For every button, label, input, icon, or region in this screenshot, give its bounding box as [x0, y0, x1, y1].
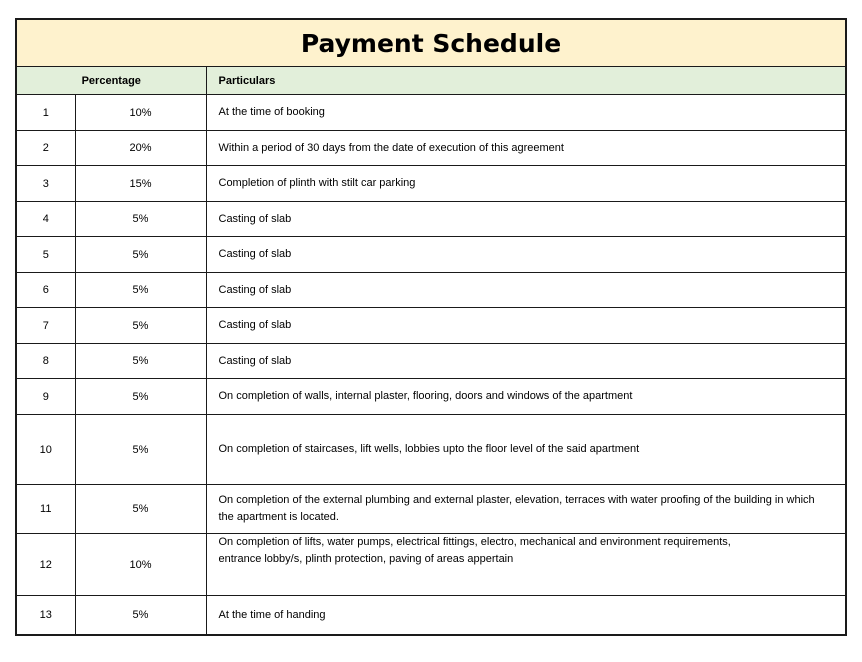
- table-row: [17, 485, 845, 534]
- row-percentage: 20%: [75, 131, 206, 166]
- row-particulars: On completion of staircases, lift wells, lobbies upto the floor level of the said apartment: [206, 415, 845, 485]
- row-particulars: On completion of the external plumbing and external plaster, elevation, terraces with water proofing of the building in which the apartment is located.: [206, 485, 845, 534]
- row-particulars: Within a period of 30 days from the date of execution of this agreement: [206, 131, 845, 166]
- row-percentage: 10%: [75, 534, 206, 596]
- row-particulars: Casting of slab: [206, 273, 845, 308]
- table-row: [17, 95, 845, 131]
- page-title: Payment Schedule: [17, 20, 845, 67]
- row-percentage: 5%: [75, 273, 206, 308]
- row-particulars: Completion of plinth with stilt car parking: [206, 166, 845, 202]
- table-row: [17, 534, 845, 596]
- row-particulars: On completion of walls, internal plaster, flooring, doors and windows of the apartment: [206, 379, 845, 415]
- row-number: 10: [17, 415, 75, 485]
- table-row: [17, 131, 845, 166]
- row-number: 3: [17, 166, 75, 202]
- row-number: 6: [17, 273, 75, 308]
- row-percentage: 15%: [75, 166, 206, 202]
- row-percentage: 5%: [75, 379, 206, 415]
- row-percentage: 5%: [75, 485, 206, 534]
- row-percentage: 5%: [75, 308, 206, 344]
- table-row: [17, 237, 845, 273]
- row-number: 9: [17, 379, 75, 415]
- header-percentage: Percentage: [17, 67, 206, 95]
- row-particulars: At the time of handing: [206, 596, 845, 635]
- row-number: 2: [17, 131, 75, 166]
- row-percentage: 10%: [75, 95, 206, 131]
- row-particulars: Casting of slab: [206, 202, 845, 237]
- row-particulars: Casting of slab: [206, 308, 845, 344]
- row-number: 1: [17, 95, 75, 131]
- row-percentage: 5%: [75, 344, 206, 379]
- table-row: [17, 379, 845, 415]
- row-number: 11: [17, 485, 75, 534]
- table-row: [17, 596, 845, 635]
- row-number: 12: [17, 534, 75, 596]
- table-row: [17, 273, 845, 308]
- row-percentage: 5%: [75, 237, 206, 273]
- table-row: [17, 415, 845, 485]
- row-particulars-line-1: On completion of lifts, water pumps, electrical fittings, electro, mechanical and environment requirements,: [218, 536, 731, 548]
- row-particulars: [206, 534, 845, 596]
- table-row: [17, 344, 845, 379]
- row-number: 4: [17, 202, 75, 237]
- row-particulars: Casting of slab: [206, 344, 845, 379]
- row-percentage: 5%: [75, 596, 206, 635]
- row-particulars: At the time of booking: [206, 95, 845, 131]
- table-row: [17, 202, 845, 237]
- table-row: [17, 308, 845, 344]
- row-percentage: 5%: [75, 202, 206, 237]
- row-particulars: Casting of slab: [206, 237, 845, 273]
- row-number: 7: [17, 308, 75, 344]
- payment-schedule-sheet: [15, 18, 847, 636]
- header-row: [17, 67, 845, 95]
- row-particulars-line-2: entrance lobby/s, plinth protection, paving of areas appertain: [218, 553, 514, 565]
- header-particulars: Particulars: [206, 67, 845, 95]
- table-row: [17, 166, 845, 202]
- row-number: 5: [17, 237, 75, 273]
- schedule-table: [17, 67, 845, 635]
- row-number: 8: [17, 344, 75, 379]
- row-number: 13: [17, 596, 75, 635]
- row-percentage: 5%: [75, 415, 206, 485]
